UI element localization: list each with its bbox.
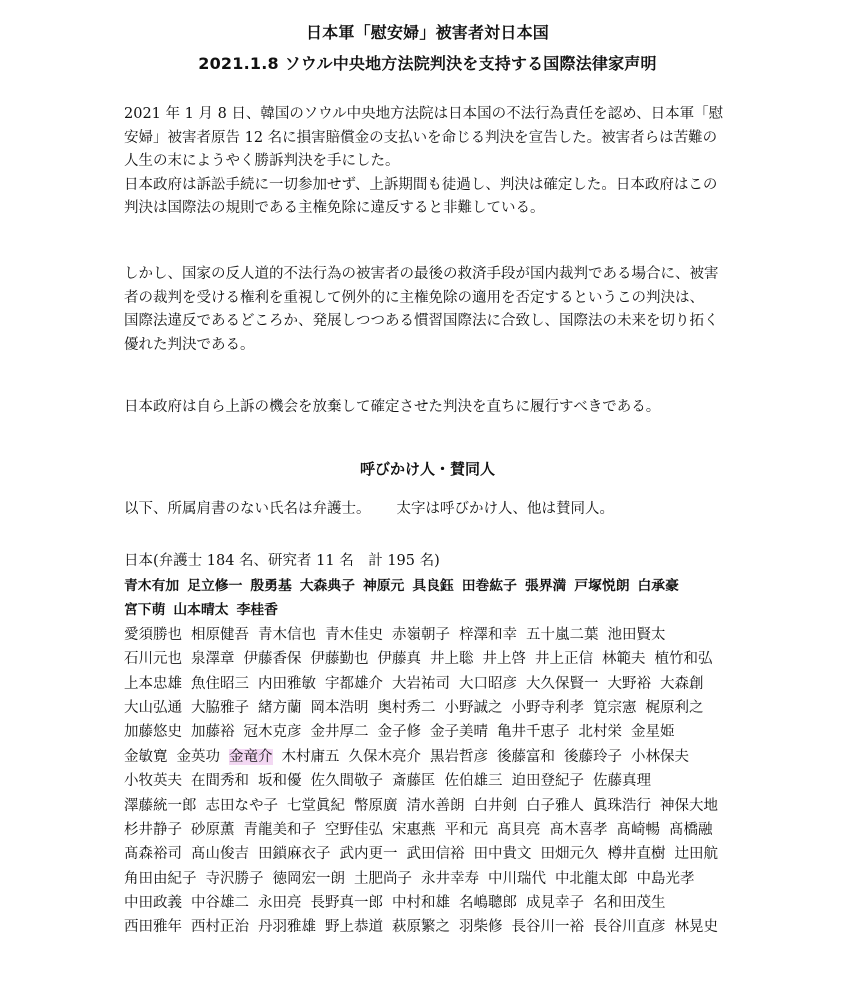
supporter-row — [124, 672, 749, 696]
supporter-name: 辻田航 — [674, 846, 718, 863]
supporter-name: 伊藤真 — [377, 651, 421, 668]
supporter-name: 田畑元久 — [540, 846, 599, 863]
supporter-name: 青木信也 — [258, 626, 316, 643]
promoter-row — [124, 598, 749, 622]
supporter-name: 杉井静子 — [124, 821, 182, 838]
supporter-name: 冠木克彦 — [243, 724, 302, 741]
supporter-name: 髙木喜孝 — [549, 821, 608, 838]
supporter-name: 名和田茂生 — [593, 895, 666, 912]
supporter-name: 長野真一郎 — [310, 895, 383, 912]
supporter-name: 中田政義 — [124, 895, 182, 912]
supporter-name: 林範夫 — [602, 651, 646, 668]
supporter-name: 相原健吾 — [191, 626, 249, 643]
supporter-row — [124, 867, 749, 891]
supporter-name: 魚住昭三 — [191, 675, 249, 692]
highlighted-name: 金竜介 — [229, 748, 273, 765]
paragraph-2 — [124, 263, 744, 357]
supporter-name: 青木佳史 — [325, 626, 383, 643]
paragraph-3-line: 日本政府は自ら上訴の機会を放棄して確定させた判決を直ちに履行すべきである。 — [124, 399, 661, 415]
supporter-name: 佐伯雄三 — [444, 773, 503, 790]
supporter-name: 緒方蘭 — [258, 699, 302, 716]
supporter-name: 井上聡 — [430, 651, 474, 668]
supporter-name: 金英功 — [176, 748, 220, 765]
promoter-name: 殷勇基 — [250, 578, 292, 594]
supporter-name: 徳岡宏一朗 — [272, 870, 345, 887]
paragraph-1-line: 判決は国際法の規則である主権免除に違反すると非難している。 — [124, 200, 545, 216]
supporter-name: 奥村秀二 — [377, 699, 436, 716]
supporter-row — [124, 623, 749, 647]
supporter-row — [124, 696, 749, 720]
supporter-name: 井上啓 — [482, 651, 526, 668]
supporter-name: 大森創 — [660, 675, 704, 692]
supporter-name: 木村庸五 — [281, 748, 340, 765]
signatories-heading: 呼びかけ人・賛同人 — [359, 460, 495, 478]
supporter-name: 岡本浩明 — [310, 699, 369, 716]
supporter-name: 梓澤和幸 — [459, 626, 517, 643]
japan-count: 日本(弁護士 184 名、研究者 11 名 計 195 名) — [124, 553, 440, 569]
supporter-name: 金井厚二 — [310, 724, 369, 741]
supporter-name: 金子修 — [377, 724, 421, 741]
promoter-name: 李桂香 — [236, 602, 278, 619]
supporter-name: 澤藤統一郎 — [124, 797, 197, 814]
supporter-name: 神保大地 — [660, 797, 718, 814]
note-affiliation: 以下、所属肩書のない氏名は弁護士。 — [124, 501, 371, 517]
supporter-row — [124, 794, 749, 818]
supporter-row — [124, 842, 749, 866]
paragraph-2-line: 優れた判決である。 — [124, 336, 255, 353]
supporter-name: 小野誠之 — [444, 699, 503, 716]
promoter-name: 青木有加 — [124, 578, 180, 594]
supporter-row — [124, 915, 749, 939]
supporter-name: 北村栄 — [578, 724, 622, 741]
supporter-name: 後藤玲子 — [564, 748, 622, 765]
supporter-name: 大脇雅子 — [191, 699, 249, 716]
promoter-name: 具良鈺 — [412, 578, 454, 594]
supporter-name: 小牧英夫 — [124, 773, 182, 790]
supporter-name: 野上恭道 — [325, 919, 383, 936]
paragraph-2-line: 者の裁判を受ける権利を重視して例外的に主権免除の適用を否定するというこの判決は、 — [124, 289, 704, 306]
supporter-name: 後藤富和 — [497, 748, 555, 765]
supporter-name: 金星姫 — [631, 724, 675, 741]
supporter-name: 筧宗憲 — [593, 699, 637, 716]
supporter-name: 成見幸子 — [526, 895, 584, 912]
supporter-name: 五十嵐二葉 — [526, 626, 599, 643]
supporter-name: 内田雅敏 — [258, 675, 316, 692]
supporter-name: 田中貴文 — [473, 846, 532, 863]
supporter-name: 砂原薫 — [191, 821, 235, 838]
supporter-row — [124, 647, 749, 671]
supporter-name: 白子雅人 — [526, 797, 584, 814]
supporter-name: 金敏寛 — [124, 748, 168, 765]
supporter-name: 白井剣 — [473, 797, 517, 814]
promoter-name: 田巻紘子 — [461, 578, 517, 594]
supporter-name: 中北龍太郎 — [555, 870, 628, 887]
signatories-note — [124, 497, 614, 518]
title-line-2: 2021.1.8 ソウル中央地方法院判決を支持する国際法律家声明 — [198, 54, 657, 73]
supporter-name: 羽柴修 — [459, 919, 503, 936]
supporter-name: 上本忠雄 — [124, 675, 182, 692]
supporter-name: 井上正信 — [535, 651, 593, 668]
supporter-row — [124, 745, 749, 769]
supporter-name: 萩原繁之 — [392, 919, 450, 936]
supporter-name: 中島光孝 — [636, 870, 695, 887]
supporter-name: 伊藤香保 — [243, 651, 302, 668]
supporter-name: 斎藤匡 — [392, 773, 436, 790]
supporter-row — [124, 818, 749, 842]
supporter-name: 坂和優 — [258, 773, 302, 790]
supporter-name: 黒岩哲彦 — [430, 748, 488, 765]
supporter-name: 池田賢太 — [607, 626, 666, 643]
signatory-list — [124, 574, 749, 940]
paragraph-1-line: 人生の末にようやく勝訴判決を手にした。 — [124, 153, 400, 169]
supporter-name: 西田雅年 — [124, 919, 182, 936]
supporter-name: 永田亮 — [258, 895, 302, 912]
supporter-name: 大山弘通 — [124, 699, 182, 716]
supporter-name: 空野佳弘 — [325, 821, 383, 838]
supporter-name: 伊藤勤也 — [310, 651, 369, 668]
supporter-name: 土肥尚子 — [354, 870, 412, 887]
promoter-name: 白承豪 — [637, 578, 679, 594]
paragraph-1-line: 2021 年 1 月 8 日、韓国のソウル中央地方法院は日本国の不法行為責任を認め、日本軍「慰 — [124, 106, 724, 122]
supporter-name: 田鎖麻衣子 — [258, 846, 331, 863]
supporter-name: 幣原廣 — [354, 797, 398, 814]
supporter-name: 丹羽雅雄 — [258, 919, 316, 936]
supporter-name: 小林保夫 — [631, 748, 689, 765]
promoter-name: 戸塚悦朗 — [574, 578, 630, 594]
promoter-name: 宮下萌 — [124, 602, 166, 619]
supporter-name: 髙橋融 — [669, 821, 713, 838]
supporter-name: 小野寺利孝 — [511, 699, 584, 716]
supporter-name: 梶原利之 — [645, 699, 704, 716]
supporter-name: 植竹和弘 — [654, 651, 713, 668]
supporter-name: 石川元也 — [124, 651, 182, 668]
supporter-name: 大口昭彦 — [459, 675, 517, 692]
promoter-name: 神原元 — [362, 578, 405, 594]
supporter-name: 長谷川直彦 — [593, 919, 666, 936]
promoter-name: 足立修一 — [187, 578, 243, 594]
supporter-name: 林晃史 — [674, 919, 718, 936]
supporter-name: 髙山俊吉 — [191, 846, 249, 863]
supporter-name: 佐藤真理 — [593, 773, 651, 790]
paragraph-1-line: 日本政府は訴訟手続に一切参加せず、上訴期間も徒過し、判決は確定した。日本政府はこの — [124, 176, 718, 193]
supporter-name: 迫田登紀子 — [511, 773, 584, 790]
supporter-name: 名嶋聰郎 — [459, 895, 517, 912]
supporter-name: 泉澤章 — [191, 651, 235, 668]
supporter-name: 佐久間敬子 — [310, 773, 383, 790]
supporter-name: 西村正治 — [191, 919, 249, 936]
supporter-name: 平和元 — [444, 821, 488, 838]
paragraph-2-line: 国際法違反であるどころか、発展しつつある慣習国際法に合致し、国際法の未来を切り拓く — [124, 313, 719, 329]
supporter-name: 眞珠浩行 — [593, 797, 651, 814]
supporter-name: 亀井千恵子 — [497, 724, 570, 741]
supporter-name: 中川瑞代 — [488, 870, 546, 887]
supporter-name: 武内更一 — [339, 846, 398, 863]
supporter-name: 長谷川一裕 — [511, 919, 584, 936]
promoter-name: 山本晴太 — [173, 602, 229, 619]
supporter-name: 宋惠燕 — [392, 821, 436, 838]
supporter-name: 赤嶺朝子 — [392, 626, 450, 643]
supporter-name: 宇都雄介 — [325, 675, 383, 692]
supporter-name: 角田由紀子 — [124, 870, 197, 887]
supporter-name: 中谷雄二 — [191, 895, 249, 912]
note-bold-meaning: 太字は呼びかけ人、他は賛同人。 — [396, 501, 614, 517]
supporter-name: 志田なや子 — [205, 797, 278, 814]
supporter-row — [124, 720, 749, 744]
promoter-name: 大森典子 — [299, 578, 355, 594]
supporter-row — [124, 891, 749, 915]
paragraph-1 — [124, 103, 744, 221]
supporter-name: 大野裕 — [607, 675, 651, 692]
promoter-name: 張界満 — [524, 578, 567, 594]
supporter-name: 武田信裕 — [406, 846, 465, 863]
supporter-name: 加藤悠史 — [124, 724, 182, 741]
paragraph-2-line: しかし、国家の反人道的不法行為の被害者の最後の救済手段が国内裁判である場合に、被害 — [124, 266, 719, 282]
paragraph-3 — [124, 396, 744, 420]
supporter-name: 髙貝亮 — [497, 821, 541, 838]
paragraph-1-line: 安婦」被害者原告 12 名に損害賠償金の支払いを命じる判決を宣告した。被害者らは苦難の — [124, 129, 718, 146]
supporter-name: 金子美晴 — [430, 724, 488, 741]
supporter-name: 清水善朗 — [406, 797, 465, 814]
supporter-name: 樽井直樹 — [607, 846, 666, 863]
supporter-name: 在間秀和 — [191, 773, 249, 790]
supporter-name: 髙森裕司 — [124, 846, 182, 863]
supporter-name: 寺沢勝子 — [205, 870, 264, 887]
title-line-1: 日本軍「慰安婦」被害者対日本国 — [305, 23, 549, 42]
supporter-name: 久保木亮介 — [348, 748, 421, 765]
supporter-name: 大岩祐司 — [392, 675, 450, 692]
supporter-name: 愛須勝也 — [124, 626, 182, 643]
supporter-name: 髙崎暢 — [616, 821, 660, 838]
supporter-row — [124, 769, 749, 793]
supporter-name: 永井幸寿 — [421, 870, 479, 887]
supporter-name: 加藤裕 — [191, 724, 235, 741]
supporter-name: 中村和雄 — [392, 895, 450, 912]
supporter-name: 青龍美和子 — [243, 821, 316, 838]
supporter-name: 七堂眞紀 — [287, 797, 345, 814]
supporter-name: 大久保賢一 — [526, 675, 599, 692]
promoter-row — [124, 574, 749, 598]
